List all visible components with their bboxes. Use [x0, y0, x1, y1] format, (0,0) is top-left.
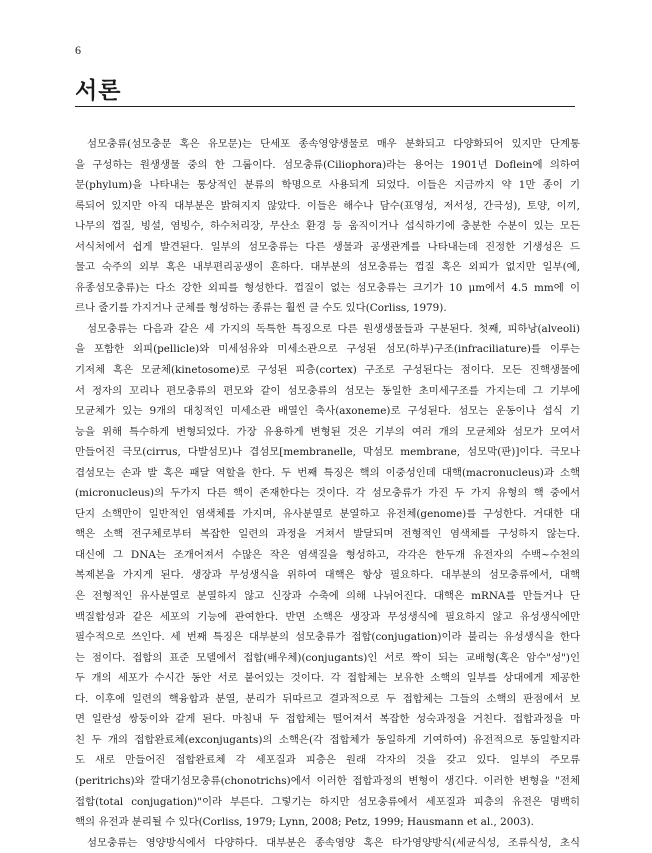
text-line: 기저체 혹은 모균체(kinetosome)로 구성된 피층(cortex) 구조로 구성된다는 점이다. 모든 진핵생물에 — [75, 364, 580, 377]
text-line: 을 포함한 외피(pellicle)와 미세섬유와 미세소관으로 구성된 섬모(하부)구조(infraciliature)를 이루는 — [75, 343, 580, 356]
text-line: 은 전형적인 유사분열로 분열하지 않고 신장과 수축에 의해 나뉘어진다. 대핵은 mRNA를 만들거나 단 — [75, 590, 580, 603]
text-line: 나무의 껍질, 빙설, 염빙수, 하수처리장, 무산소 환경 등 움직이거나 섭식하기에 충분한 수분이 있는 모든 — [75, 220, 580, 233]
text-line: 접합(total conjugation)"이라 부른다. 그렇기는 하지만 섬모충류에서 세포질과 피층의 유전은 명백히 — [75, 795, 580, 808]
page-number: 6 — [75, 43, 81, 57]
text-line: 대신에 그 DNA는 조개어져서 수많은 작은 염색질을 형성하고, 각각은 한두개 유전자의 수백~수천의 — [75, 548, 580, 561]
text-line: 겹섬모는 손과 발 혹은 패달 역할을 한다. 두 번째 특징은 핵의 이중성인데 대핵(macronucleus)과 소핵 — [75, 466, 580, 479]
text-line: (micronucleus)의 두가지 다른 핵이 존재한다는 것이다. 각 섬모충류가 가진 두 가지 유형의 핵 중에서 — [75, 487, 580, 500]
text-line: 섬모충류(섬모충문 혹은 유모문)는 단세포 종속영양생물로 매우 분화되고 다양화되어 있지만 단계통 — [87, 138, 580, 150]
text-line: 서 정자의 꼬리나 편모충류의 편모와 같이 섬모충류의 섬모는 동일한 초미세구조를 가지는데 그 기부에 — [75, 384, 580, 397]
text-line: 도 새로 만들어진 접합완료체 각 세포질과 피층은 원래 각자의 것을 갖고 있다. 일부의 주모류 — [75, 754, 580, 767]
text-line: 록되어 있지만 아직 대부분은 밝혀지지 않았다. 이들은 해수나 담수(표영성, 저서성, 간극성), 토양, 이끼, — [75, 199, 580, 212]
heading-divider — [75, 106, 575, 107]
text-line: 서식처에서 쉽게 발견된다. 일부의 섬모충류는 다른 생물과 공생관계를 나타내는데 진정한 기생성은 드 — [75, 240, 580, 253]
text-line: 유종섬모충류)는 다소 강한 외피를 형성한다. 껍질이 없는 섬모충류는 크기가 10 μm에서 4.5 mm에 이 — [75, 281, 580, 294]
text-line: 만들어진 극모(cirrus, 다발섬모)나 겹섬모[membranelle, 막섬모 membrane, 섬모막(판)]이다. 극모나 — [75, 446, 580, 459]
section-heading: 서론 — [75, 78, 122, 104]
text-line: 르나 줄기를 가지거나 군체를 형성하는 종류는 훨씬 클 수도 있다(Corliss, 1979). — [75, 302, 447, 315]
text-line: 면 일란성 쌍둥이와 같게 된다. 마침내 두 접합체는 떨어져서 복잡한 성숙과정을 거친다. 접합과정을 마 — [75, 713, 580, 726]
text-line: 단지 소핵만이 일반적인 염색체를 가지며, 유사분열로 분열하고 유전체(genome)를 구성한다. 거대한 대 — [75, 507, 580, 520]
text-line: 섬모충류는 다음과 같은 세 가지의 독특한 특징으로 다른 원생생물들과 구분된다. 첫째, 피하낭(alveoli) — [87, 322, 580, 335]
text-line: (peritrichs)와 깔대기섬모충류(chonotrichs)에서 이러한 접합과정의 변형이 생긴다. 이러한 변형을 "전체 — [75, 774, 580, 787]
text-line: 문(phylum)을 나타내는 통상적인 분류의 학명으로 사용되게 되었다. 이들은 지금까지 약 1만 종이 기 — [75, 179, 580, 192]
body-text — [75, 134, 580, 853]
text-line: 필수적으로 쓰인다. 세 번째 특징은 대부분의 섬모충류가 접합(conjugation)이라 불리는 유성생식을 한다 — [75, 631, 580, 644]
text-line: 는 점이다. 접합의 표준 모델에서 접합(배우체)(conjugants)인 서로 짝이 되는 교배형(혹은 암수"성")인 — [75, 651, 580, 664]
text-line: 모균체가 있는 9개의 대칭적인 미세소관 배열인 축사(axoneme)로 구성된다. 섬모는 운동이나 섭식 기 — [75, 405, 580, 418]
text-line: 핵은 소핵 전구체로부터 복잡한 일련의 과정을 거쳐서 발달되며 전형적인 염색체를 구성하지 않는다. — [75, 528, 580, 541]
text-line: 능을 위해 특수하게 변형되었다. 가장 유용하게 변형된 것은 기부의 여러 개의 모균체와 섬모가 모여서 — [75, 425, 580, 438]
text-line: 두 개의 세포가 수시간 동안 서로 붙어있는 것이다. 각 접합체는 보유한 소핵의 일부를 상대에게 제공한 — [75, 672, 580, 685]
text-line: 복제본을 가지게 된다. 생장과 무성생식을 위하여 대핵은 항상 필요하다. 대부분의 섬모충류에서, 대핵 — [75, 569, 580, 582]
text-line: 친 두 개의 접합완료체(exconjugants)의 소핵은(각 접합체가 동일하게 기여하여) 유전적으로 동일할지라 — [75, 733, 580, 746]
text-line: 물고 숙주의 외부 혹은 내부편리공생이 흔하다. 대부분의 섬모충류는 껍질 혹은 외피가 없지만 일부(예, — [75, 261, 580, 274]
text-line: 을 구성하는 원생생물 중의 한 그룹이다. 섬모충류(Ciliophora)라는 용어는 1901년 Doflein에 의하여 — [75, 158, 580, 171]
text-line: 백질합성과 같은 세포의 기능에 관여한다. 반면 소핵은 생장과 무성생식에 필요하지 않고 유성생식에만 — [75, 610, 580, 623]
text-line: 섬모충류는 영양방식에서 다양하다. 대부분은 종속영양 혹은 타가영양방식(세균식성, 조류식성, 초식 — [87, 836, 580, 849]
text-line: 핵의 유전과 분리될 수 있다(Corliss, 1979; Lynn, 2008; Petz, 1999; Hausmann et al., 2003). — [75, 816, 534, 829]
text-line: 다. 이후에 일련의 핵융합과 분열, 분리가 뒤따르고 결과적으로 두 접합체는 그들의 소핵의 판점에서 보 — [75, 692, 580, 705]
